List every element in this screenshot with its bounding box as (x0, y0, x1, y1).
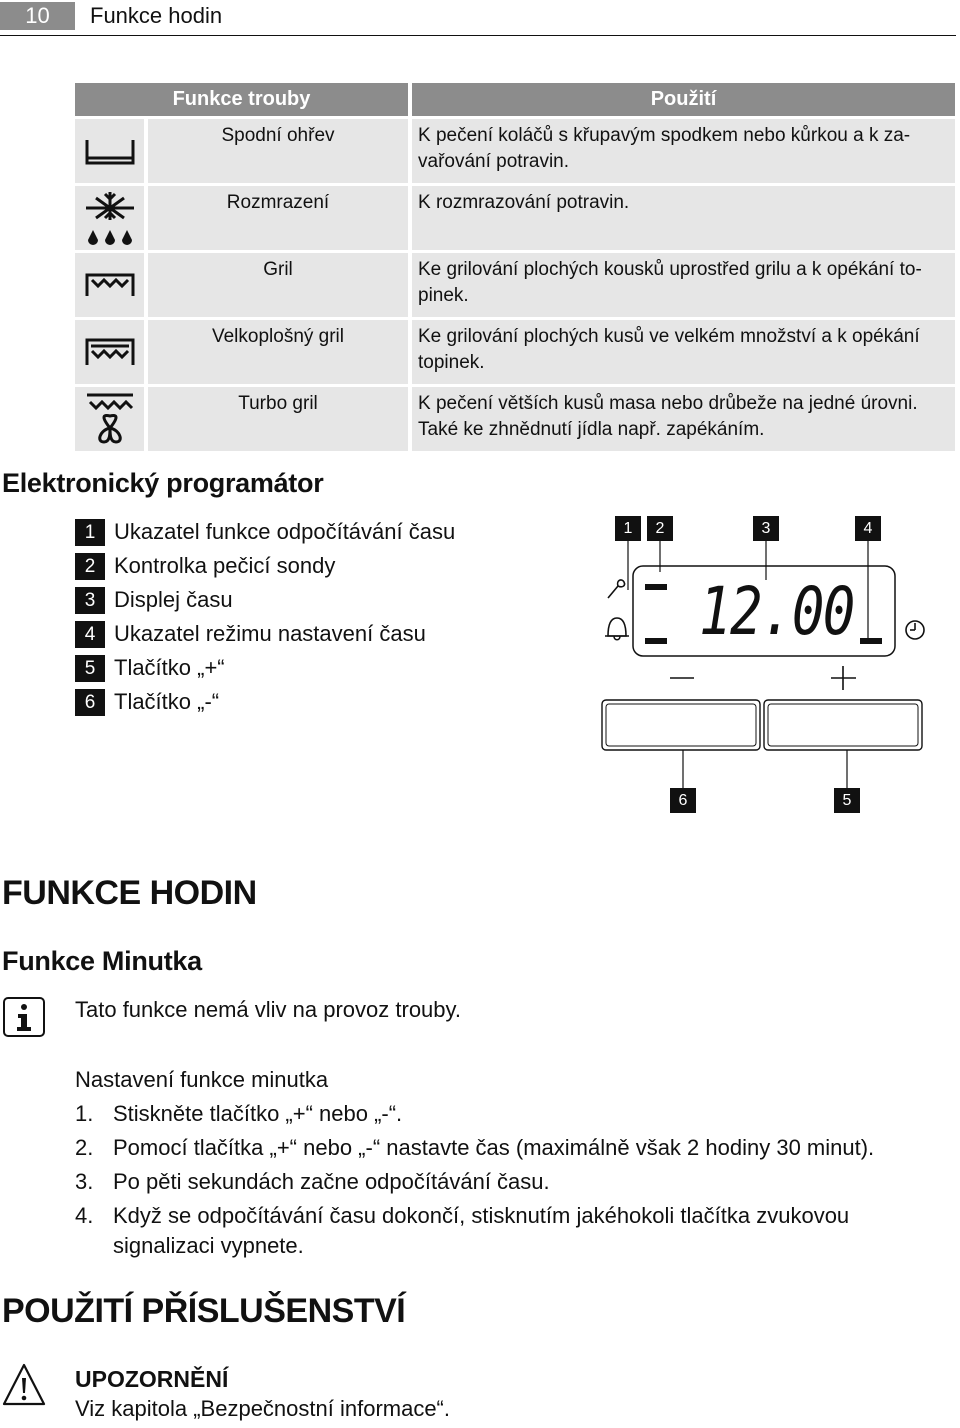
legend-number: 1 (75, 519, 105, 546)
table-row (75, 387, 955, 454)
function-use: K pečení koláčů s křupavým spodkem nebo kůrkou a k za-vařování potravin. (412, 119, 955, 186)
list-item (75, 617, 455, 651)
step-text: Po pěti sekundách začne odpočítávání času. (113, 1169, 550, 1194)
step-number: 2. (75, 1135, 94, 1160)
oven-function-table (75, 83, 955, 454)
step-number: 1. (75, 1101, 94, 1126)
legend-text: Displej času (114, 587, 233, 612)
steps-title: Nastavení funkce minutka (75, 1067, 329, 1092)
step-text: Pomocí tlačítka „+“ nebo „-“ nastavte čas (maximálně však 2 hodiny 30 minut). (113, 1135, 875, 1160)
accessories-title: POUŽITÍ PŘÍSLUŠENSTVÍ (2, 1292, 406, 1330)
header-divider (0, 35, 956, 36)
list-item (75, 1201, 955, 1261)
callout-badge: 6 (670, 788, 696, 813)
legend-number: 4 (75, 621, 105, 648)
legend-text: Tlačítko „-“ (114, 689, 220, 714)
turbo-grill-icon (75, 387, 148, 454)
list-item (75, 685, 455, 719)
function-name: Turbo gril (148, 387, 412, 454)
timer-steps-list (75, 1099, 955, 1261)
table-row (75, 253, 955, 320)
info-icon (2, 996, 46, 1043)
function-name: Gril (148, 253, 412, 320)
defrost-icon (75, 186, 148, 253)
table-header-use: Použití (412, 83, 955, 119)
probe-icon (608, 580, 625, 598)
bottom-heat-icon (75, 119, 148, 186)
warning-text: Viz kapitola „Bezpečnostní informace“. (75, 1396, 450, 1421)
bell-icon (605, 618, 629, 640)
full-grill-icon (75, 320, 148, 387)
step-number: 4. (75, 1203, 94, 1228)
programmer-display-diagram (598, 510, 938, 820)
legend-text: Ukazatel funkce odpočítávání času (114, 519, 456, 544)
list-item (75, 1099, 955, 1129)
callout-badge: 4 (855, 516, 881, 541)
step-text: Když se odpočítávání času dokončí, stisknutím jakéhokoli tlačítka zvukovou signalizaci vypnete. (113, 1203, 850, 1258)
function-use: Ke grilování plochých kusů ve velkém množství a k opékání topinek. (412, 320, 955, 387)
table-row (75, 186, 955, 253)
table-header-function: Funkce trouby (75, 83, 412, 119)
programmer-title: Elektronický programátor (2, 468, 324, 498)
function-use: Ke grilování plochých kousků uprostřed grilu a k opékání to-pinek. (412, 253, 955, 320)
function-use: K pečení větších kusů masa nebo drůbeže na jedné úrovni. Také ke zhnědnutí jídla např. zapékáním. (412, 387, 955, 454)
clock-functions-title: FUNKCE HODIN (2, 874, 257, 912)
legend-number: 2 (75, 553, 105, 580)
list-item (75, 583, 455, 617)
table-row (75, 119, 955, 186)
function-name: Rozmrazení (148, 186, 412, 253)
page-header-title: Funkce hodin (90, 3, 223, 28)
programmer-legend (75, 515, 455, 719)
page-number: 10 (0, 2, 75, 30)
legend-text: Kontrolka pečicí sondy (114, 553, 336, 578)
callout-badge: 3 (753, 516, 779, 541)
clock-icon (906, 621, 924, 639)
list-item (75, 651, 455, 685)
function-use: K rozmrazování potravin. (412, 186, 955, 253)
callout-badge: 1 (615, 516, 641, 541)
list-item (75, 549, 455, 583)
step-number: 3. (75, 1169, 94, 1194)
minute-timer-title: Funkce Minutka (2, 946, 202, 976)
warning-title: UPOZORNĚNÍ (75, 1366, 229, 1392)
warning-icon (2, 1362, 46, 1413)
time-display: 12.00 (699, 573, 854, 650)
info-note: Tato funkce nemá vliv na provoz trouby. (75, 997, 462, 1022)
callout-badge: 2 (647, 516, 673, 541)
function-name: Spodní ohřev (148, 119, 412, 186)
list-item (75, 1167, 955, 1197)
step-text: Stiskněte tlačítko „+“ nebo „-“. (113, 1101, 403, 1126)
legend-number: 6 (75, 689, 105, 716)
table-row (75, 320, 955, 387)
legend-number: 3 (75, 587, 105, 614)
list-item (75, 515, 455, 549)
function-name: Velkoplošný gril (148, 320, 412, 387)
list-item (75, 1133, 955, 1163)
grill-icon (75, 253, 148, 320)
legend-text: Tlačítko „+“ (114, 655, 225, 680)
plus-symbol (831, 666, 856, 690)
legend-number: 5 (75, 655, 105, 682)
callout-badge: 5 (834, 788, 860, 813)
legend-text: Ukazatel režimu nastavení času (114, 621, 426, 646)
